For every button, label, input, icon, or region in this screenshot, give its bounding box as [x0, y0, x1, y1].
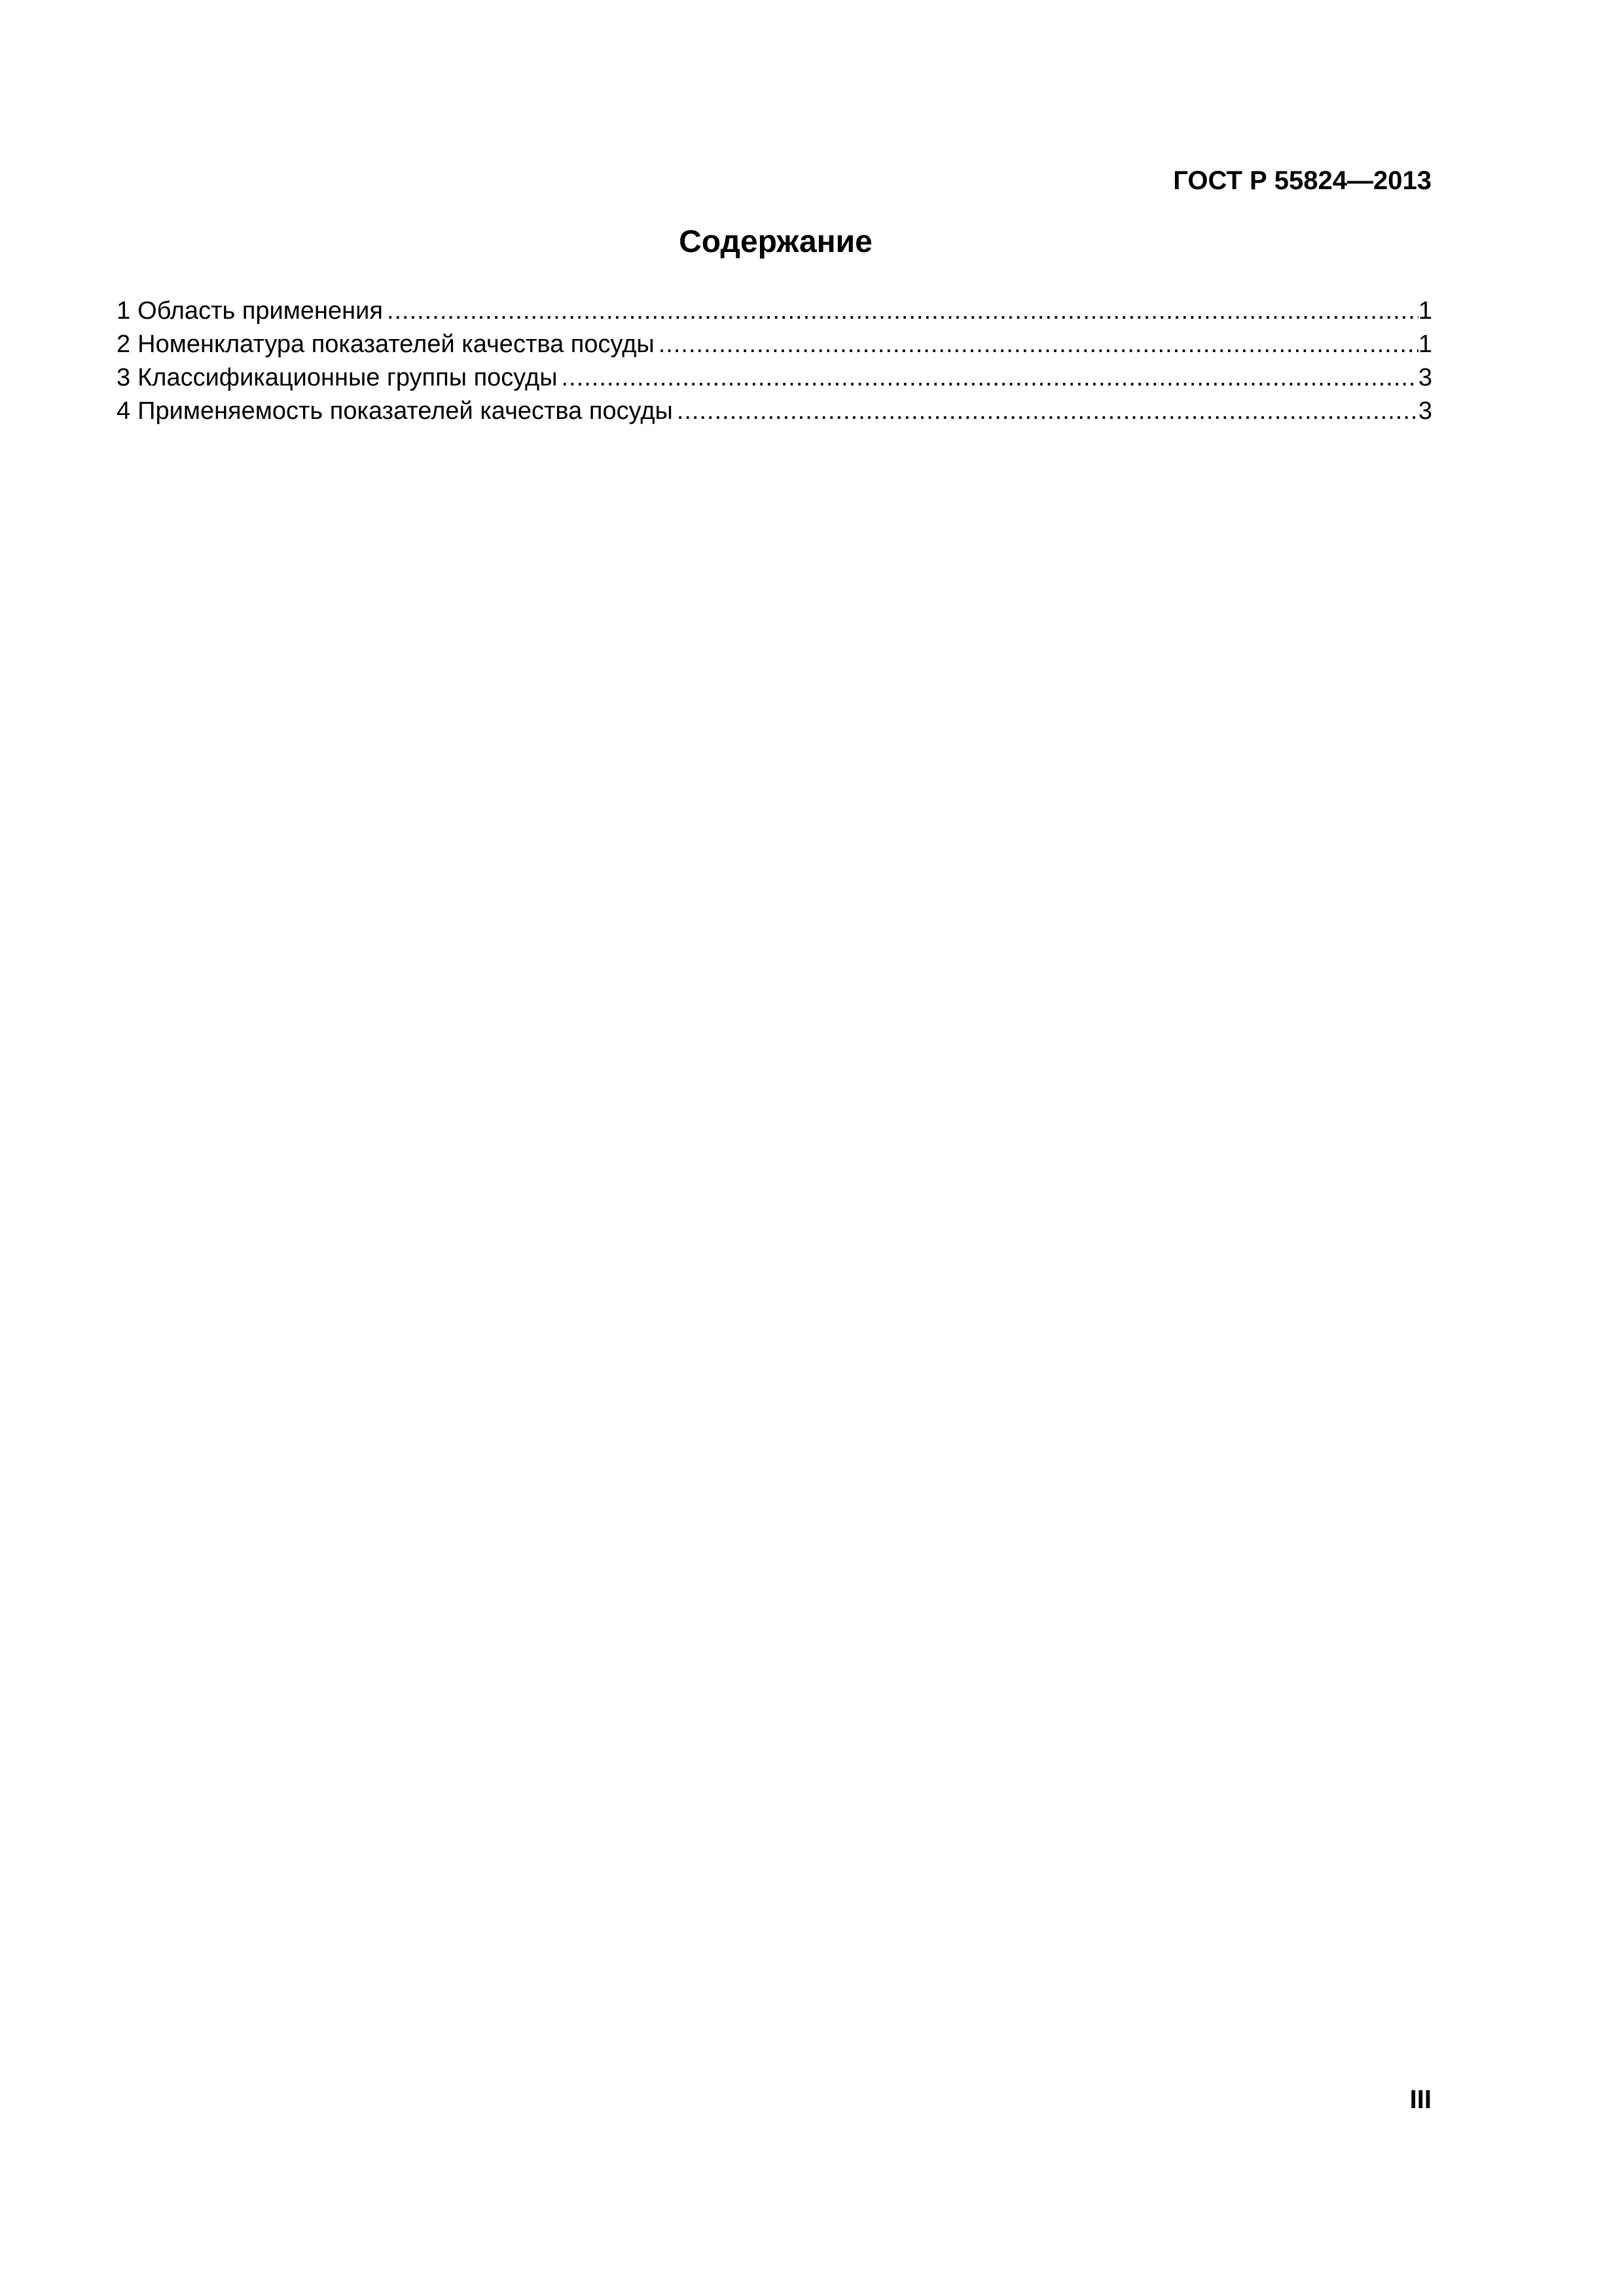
toc-entry-page: 3	[1418, 397, 1432, 425]
page-number: III	[1409, 2085, 1432, 2114]
toc-dot-leader	[383, 295, 1418, 328]
toc-entry-title: Классификационные группы посуды	[137, 364, 558, 391]
toc-dot-leader	[673, 395, 1418, 428]
toc-entry-title: Область применения	[137, 297, 383, 325]
toc-dot-leader	[558, 361, 1418, 395]
toc-entry-page: 1	[1418, 331, 1432, 358]
table-of-contents	[117, 295, 1432, 428]
toc-entry-number: 1	[117, 297, 131, 325]
toc-title: Содержание	[679, 224, 873, 259]
toc-entry-title: Применяемость показателей качества посуды	[137, 397, 673, 425]
toc-entry-number: 2	[117, 331, 131, 358]
toc-dot-leader	[655, 328, 1418, 361]
toc-entry-4[interactable]	[117, 395, 1432, 428]
toc-entry-3[interactable]	[117, 361, 1432, 395]
toc-entry-number: 4	[117, 397, 131, 425]
document-code: ГОСТ Р 55824—2013	[1173, 166, 1432, 195]
toc-entry-title: Номенклатура показателей качества посуды	[137, 331, 655, 358]
toc-entry-page: 3	[1418, 364, 1432, 391]
toc-entry-page: 1	[1418, 297, 1432, 325]
toc-entry-2[interactable]	[117, 328, 1432, 361]
toc-entry-1[interactable]	[117, 295, 1432, 328]
toc-entry-number: 3	[117, 364, 131, 391]
